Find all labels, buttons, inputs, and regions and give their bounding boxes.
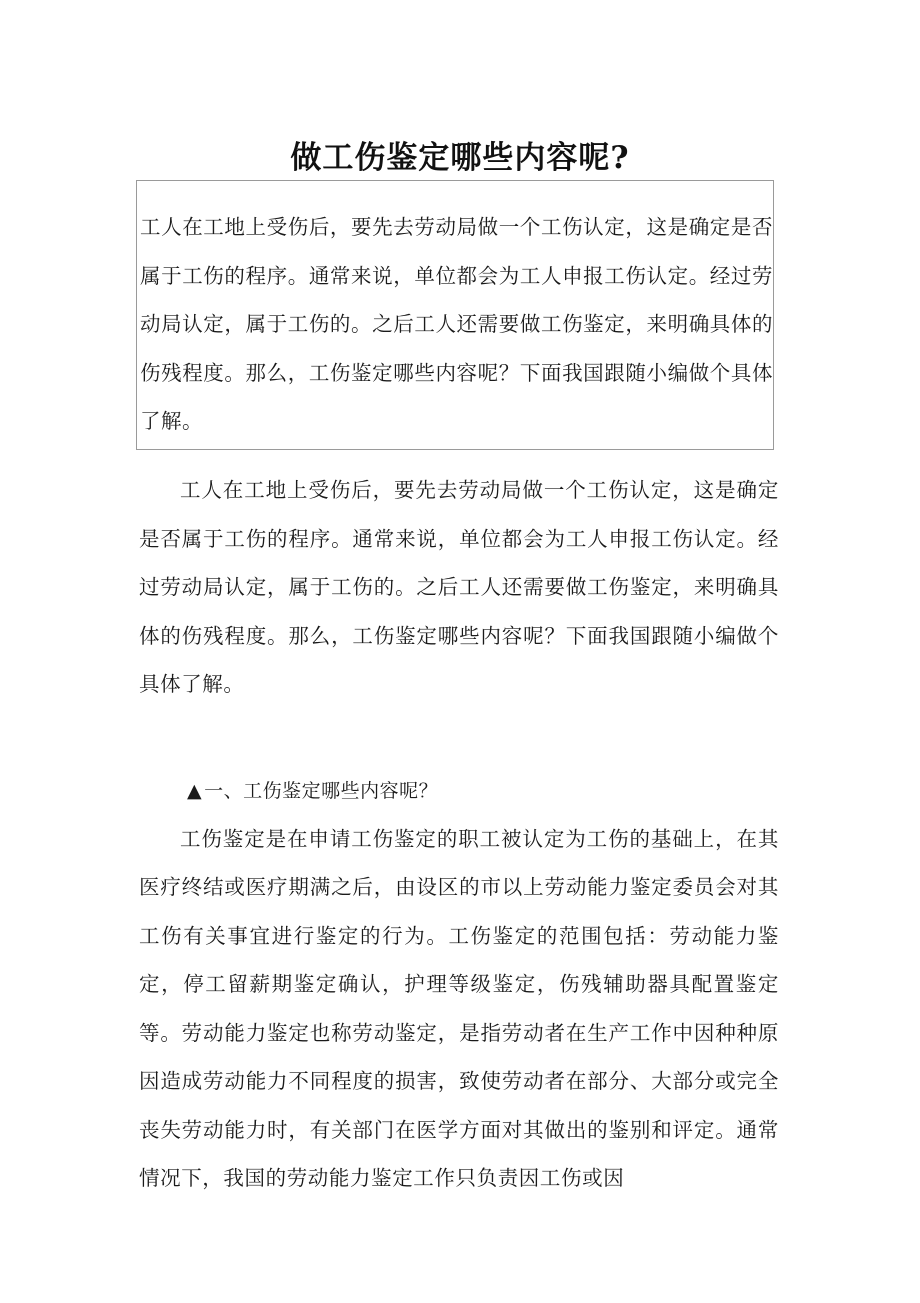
section-heading [139, 767, 779, 815]
article-body [139, 466, 779, 1203]
summary-text: 工人在工地上受伤后，要先去劳动局做一个工伤认定，这是确定是否属于工伤的程序。通常来说，单位都会为工人申报工伤认定。经过劳动局认定，属于工伤的。之后工人还需要做工伤鉴定，来明确具体的伤残程度。那么，工伤鉴定哪些内容呢？下面我国跟随小编做个具体了解。 [140, 215, 773, 433]
section-heading-text: 一、工伤鉴定哪些内容呢？ [204, 779, 439, 802]
page-title: 做工伤鉴定哪些内容呢? [290, 139, 630, 176]
triangle-marker-icon: ▲ [187, 779, 203, 802]
section-paragraph: 工伤鉴定是在申请工伤鉴定的职工被认定为工伤的基础上，在其医疗终结或医疗期满之后，由设区的市以上劳动能力鉴定委员会对其工伤有关事宜进行鉴定的行为。工伤鉴定的范围包括：劳动能力鉴定，停工留薪期鉴定确认，护理等级鉴定，伤残辅助器具配置鉴定等。劳动能力鉴定也称劳动鉴定，是指劳动者在生产工作中因种种原因造成劳动能力不同程度的损害，致使劳动者在部分、大部分或完全丧失劳动能力时，有关部门在医学方面对其做出的鉴别和评定。通常情况下，我国的劳动能力鉴定工作只负责因工伤或因 [139, 826, 779, 1190]
summary-box [136, 180, 774, 450]
intro-paragraph: 工人在工地上受伤后，要先去劳动局做一个工伤认定，这是确定是否属于工伤的程序。通常来说，单位都会为工人申报工伤认定。经过劳动局认定，属于工伤的。之后工人还需要做工伤鉴定，来明确具体的伤残程度。那么，工伤鉴定哪些内容呢？下面我国跟随小编做个具体了解。 [139, 478, 779, 696]
